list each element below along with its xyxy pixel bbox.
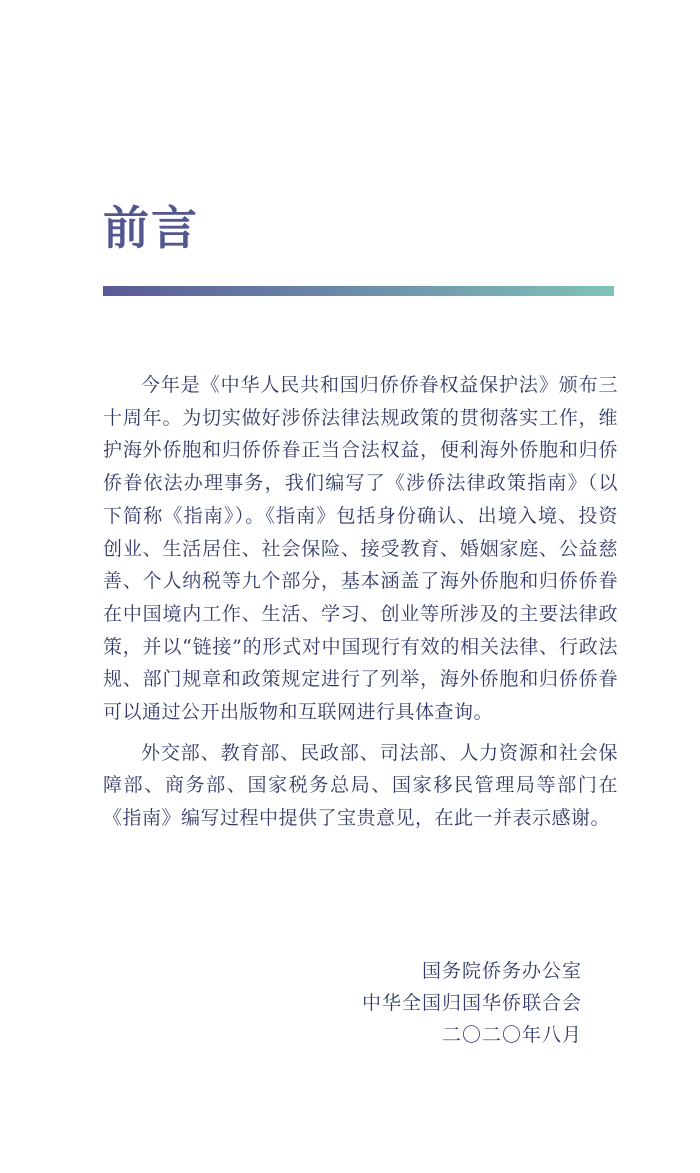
title-underline-bar	[103, 286, 614, 296]
signature-date: 二〇二〇年八月	[441, 1024, 582, 1046]
signature-org-qiaoban: 国务院侨务办公室	[421, 960, 582, 982]
preface-paragraph-1: 今年是《中华人民共和国归侨侨眷权益保护法》颁布三十周年。为切实做好涉侨法律法规政策的贯彻落实工作，维护海外侨胞和归侨侨眷正当合法权益，便利海外侨胞和归侨侨眷依法办理事务，我们编写了《涉侨法律政策指南》（以下简称《指南》）。《指南》包括身份确认、出境入境、投资创业、生活居住、社会保险、接受教育、婚姻家庭、公益慈善、个人纳税等九个部分，基本涵盖了海外侨胞和归侨侨眷在中国境内工作、生活、学习、创业等所涉及的主要法律政策，并以“链接”的形式对中国现行有效的相关法律、行政法规、部门规章和政策规定进行了列举，海外侨胞和归侨侨眷可以通过公开出版物和互联网进行具体查询。	[103, 374, 618, 724]
signature-org-qiaolian: 中华全国归国华侨联合会	[361, 992, 582, 1014]
preface-body	[103, 369, 618, 843]
page-title: 前言	[103, 201, 199, 255]
signature-block	[362, 955, 582, 1051]
preface-paragraph-2: 外交部、教育部、民政部、司法部、人力资源和社会保障部、商务部、国家税务总局、国家移民管理局等部门在《指南》编写过程中提供了宝贵意见，在此一并表示感谢。	[103, 741, 618, 830]
